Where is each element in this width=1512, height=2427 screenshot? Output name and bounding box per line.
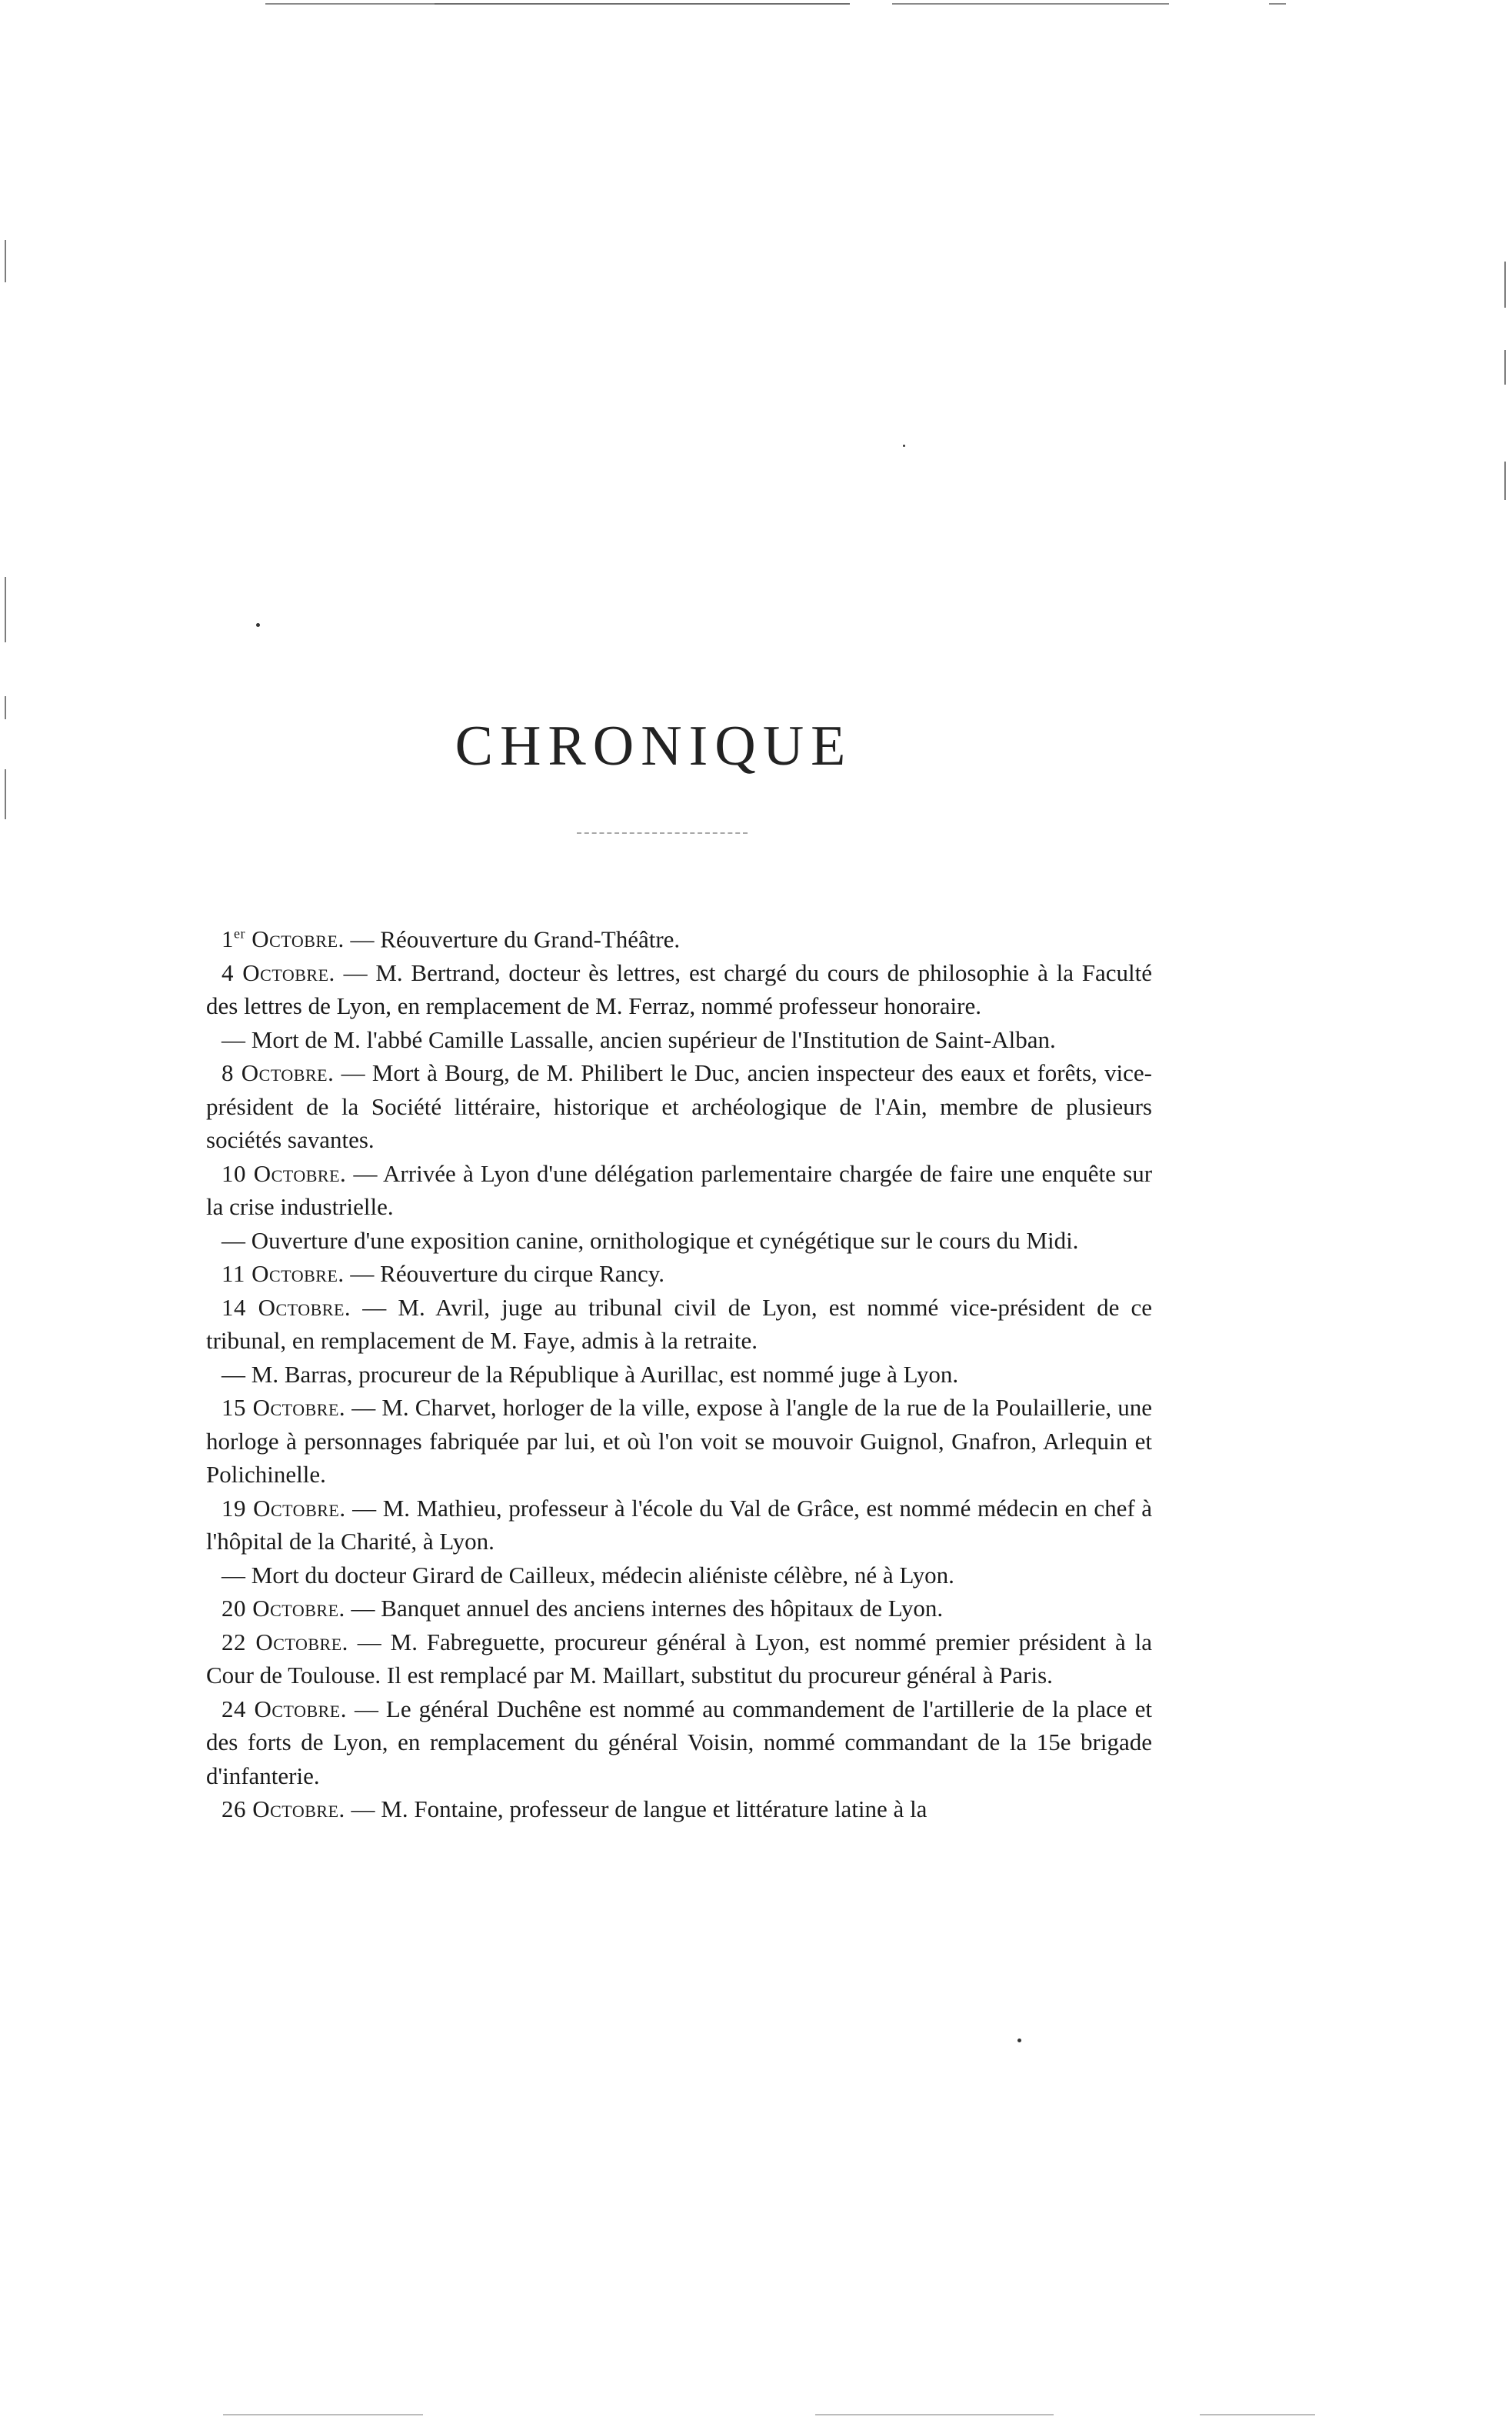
entry-date: 14 Octobre. bbox=[221, 1293, 351, 1321]
entry-text: — M. Fabreguette, procureur général à Lyon, est nommé premier président à la Cour de Toulouse. Il est remplacé par M. Maillart, substitut du procureur général à Paris. bbox=[206, 1628, 1153, 1689]
entry-day: 22 bbox=[221, 1628, 246, 1655]
chronicle-entry bbox=[206, 1792, 1152, 1826]
chronicle-entry bbox=[206, 1492, 1152, 1559]
scan-edge-line bbox=[1269, 3, 1286, 5]
entry-date: 20 Octobre. bbox=[221, 1595, 345, 1622]
chronicle-entry bbox=[206, 956, 1152, 1023]
entry-text: — M. Fontaine, professeur de langue et littérature latine à la bbox=[345, 1795, 928, 1823]
chronicle-entry bbox=[206, 1291, 1152, 1358]
entry-month: Octobre bbox=[252, 1795, 339, 1823]
entry-month: Octobre bbox=[252, 1394, 339, 1422]
entry-day: 14 bbox=[221, 1293, 246, 1321]
scan-edge-line bbox=[223, 2414, 423, 2415]
entry-date: 26 Octobre. bbox=[221, 1795, 345, 1823]
scan-edge-line bbox=[435, 3, 850, 5]
entry-day: 10 bbox=[221, 1159, 246, 1187]
scan-speck bbox=[903, 445, 905, 447]
chronicle-entry bbox=[206, 1559, 1152, 1592]
chronicle-entry bbox=[206, 1224, 1152, 1258]
entry-month: Octobre bbox=[242, 958, 329, 986]
entry-text: — Réouverture du cirque Rancy. bbox=[344, 1260, 664, 1288]
entry-date: 22 Octobre. bbox=[221, 1628, 348, 1655]
entry-date: 8 Octobre. bbox=[221, 1059, 335, 1087]
chronicle-entry bbox=[206, 1257, 1152, 1291]
entry-month: Octobre bbox=[258, 1293, 345, 1321]
chronicle-entry bbox=[206, 1692, 1152, 1793]
entry-date: 4 Octobre. bbox=[221, 958, 335, 986]
chronicle-entry bbox=[206, 1358, 1152, 1392]
scan-edge-line bbox=[892, 3, 1169, 5]
entry-date: 24 Octobre. bbox=[221, 1695, 347, 1722]
entry-day: 1 bbox=[221, 925, 234, 953]
entry-date: 11 Octobre. bbox=[221, 1260, 345, 1288]
entry-day: 19 bbox=[221, 1494, 246, 1522]
scan-edge-mark bbox=[1504, 462, 1506, 500]
entry-ordinal: er bbox=[234, 926, 245, 942]
scan-edge-mark bbox=[1504, 262, 1506, 308]
chronicle-entry bbox=[206, 1023, 1152, 1057]
scan-edge-mark bbox=[5, 240, 6, 282]
scan-speck bbox=[256, 623, 260, 627]
entry-day: 8 bbox=[221, 1059, 234, 1087]
scan-edge-mark bbox=[5, 577, 6, 642]
chronicle-entry bbox=[206, 1056, 1152, 1157]
chronicle-entry bbox=[206, 918, 1152, 956]
scan-edge-line bbox=[1200, 2414, 1315, 2415]
entry-text: — Banquet annuel des anciens internes des hôpitaux de Lyon. bbox=[345, 1595, 944, 1622]
entry-month: Octobre bbox=[241, 1059, 328, 1087]
entry-text: — M. Barras, procureur de la République à Aurillac, est nommé juge à Lyon. bbox=[221, 1360, 959, 1388]
chronicle-entries bbox=[206, 918, 1152, 1826]
entry-day: 15 bbox=[221, 1394, 246, 1422]
entry-text: — Réouverture du Grand-Théâtre. bbox=[344, 925, 681, 953]
chronicle-entry bbox=[206, 1592, 1152, 1625]
entry-text: — M. Charvet, horloger de la ville, expose à l'angle de la rue de la Poulaillerie, une horloge à personnages fabriquée par lui, et où l'on voit se mouvoir Guignol, Gnafron, Arlequin et Polichinelle. bbox=[206, 1394, 1153, 1489]
entry-month: Octobre bbox=[255, 1628, 342, 1655]
entry-day: 26 bbox=[221, 1795, 246, 1823]
entry-text: — M. Avril, juge au tribunal civil de Lyon, est nommé vice-président de ce tribunal, en remplacement de M. Faye, admis à la retraite. bbox=[206, 1293, 1152, 1355]
title-divider bbox=[577, 832, 748, 834]
entry-text: — M. Bertrand, docteur ès lettres, est chargé du cours de philosophie à la Faculté des lettres de Lyon, en remplacement de M. Ferraz, nommé professeur honoraire. bbox=[206, 958, 1152, 1020]
entry-day: 4 bbox=[221, 958, 234, 986]
entry-month: Octobre bbox=[253, 1159, 341, 1187]
scan-speck bbox=[1017, 2039, 1021, 2042]
entry-date: 1er Octobre. bbox=[221, 925, 345, 953]
chronicle-entry bbox=[206, 1391, 1152, 1492]
entry-month: Octobre bbox=[251, 1260, 338, 1288]
chronicle-entry bbox=[206, 1157, 1152, 1224]
entry-month: Octobre bbox=[251, 925, 338, 953]
scan-edge-line bbox=[815, 2414, 1054, 2415]
entry-text: — Arrivée à Lyon d'une délégation parlementaire chargée de faire une enquête sur la crise industrielle. bbox=[206, 1159, 1153, 1221]
entry-date: 10 Octobre. bbox=[221, 1159, 347, 1187]
entry-day: 24 bbox=[221, 1695, 246, 1722]
entry-day: 11 bbox=[221, 1260, 245, 1288]
entry-date: 15 Octobre. bbox=[221, 1394, 346, 1422]
entry-text: — Mort du docteur Girard de Cailleux, médecin aliéniste célèbre, né à Lyon. bbox=[221, 1561, 954, 1589]
entry-text: — Le général Duchêne est nommé au commandement de l'artillerie de la place et des forts de Lyon, en remplacement du général Voisin, nommé commandant de la 15e brigade d'infanterie. bbox=[206, 1695, 1152, 1789]
scan-edge-mark bbox=[1504, 350, 1506, 385]
entry-date: 19 Octobre. bbox=[221, 1494, 346, 1522]
entry-text: — M. Mathieu, professeur à l'école du Val de Grâce, est nommé médecin en chef à l'hôpital de la Charité, à Lyon. bbox=[206, 1494, 1153, 1555]
entry-text: — Mort à Bourg, de M. Philibert le Duc, ancien inspecteur des eaux et forêts, vice-président de la Société littéraire, historique et archéologique de l'Ain, membre de plusieurs sociétés savantes. bbox=[206, 1059, 1152, 1154]
entry-text: — Mort de M. l'abbé Camille Lassalle, ancien supérieur de l'Institution de Saint-Alban. bbox=[221, 1025, 1056, 1053]
entry-month: Octobre bbox=[254, 1695, 341, 1722]
scan-edge-line bbox=[265, 3, 442, 5]
chronicle-entry bbox=[206, 1625, 1152, 1692]
page-title: CHRONIQUE bbox=[455, 715, 853, 778]
entry-month: Octobre bbox=[253, 1494, 340, 1522]
entry-month: Octobre bbox=[252, 1595, 339, 1622]
entry-text: — Ouverture d'une exposition canine, ornithologique et cynégétique sur le cours du Midi. bbox=[221, 1226, 1079, 1254]
entry-day: 20 bbox=[221, 1595, 246, 1622]
